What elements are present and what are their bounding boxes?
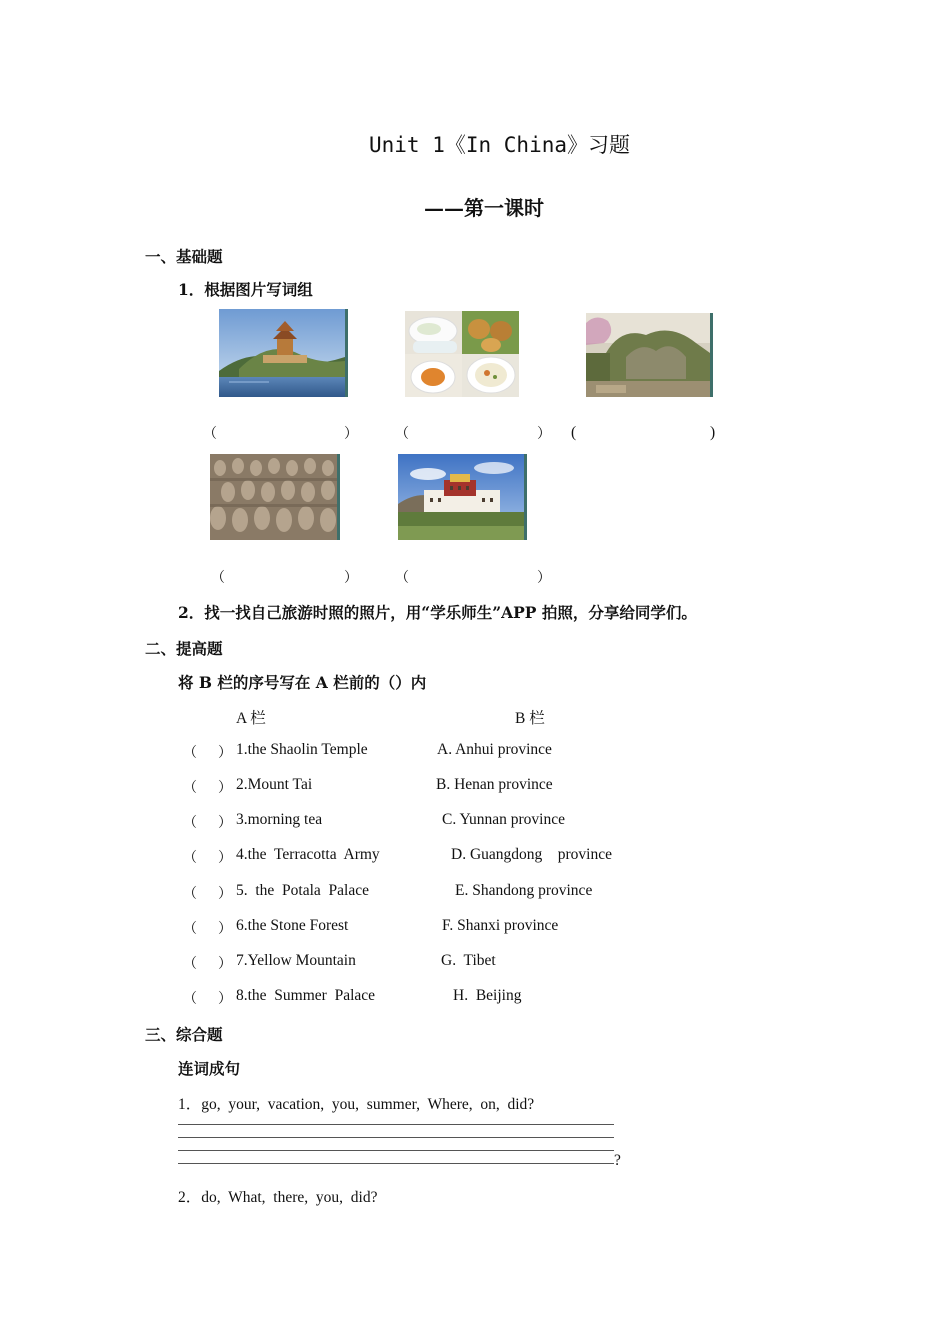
potala-palace-photo-icon — [398, 454, 527, 540]
section-2-heading: 二、提高题 — [145, 639, 223, 658]
answer-blank-5-open: （ — [395, 570, 409, 586]
section-3-heading: 三、综合题 — [145, 1025, 223, 1044]
summer-palace-photo-icon — [219, 309, 348, 397]
sentence-question-1: 1．go, your, vacation, you, summer, Where, on, did? — [178, 1096, 535, 1113]
item-a-8: 8.the Summer Palace — [236, 987, 376, 1004]
row-bracket-open: （ — [183, 921, 197, 937]
item-a-2: 2.Mount Tai — [236, 776, 313, 793]
answer-line — [178, 1150, 614, 1151]
answer-line — [178, 1137, 614, 1138]
matching-instruction: 将 B 栏的序号写在 A 栏前的（）内 — [178, 673, 427, 692]
item-a-1: 1.the Shaolin Temple — [236, 741, 368, 758]
item-a-4: 4.the Terracotta Army — [236, 846, 380, 863]
stone-forest-photo-icon — [586, 313, 713, 397]
row-bracket-open: （ — [183, 745, 197, 761]
item-b-4: D. Guangdong province — [451, 846, 612, 863]
row-bracket-open: （ — [183, 850, 197, 866]
answer-blank-1-close: ） — [344, 426, 358, 442]
page-title: Unit 1《In China》习题 — [369, 133, 631, 157]
row-bracket-close: ） — [218, 921, 232, 937]
item-b-8: H. Beijing — [453, 987, 522, 1004]
item-b-2: B. Henan province — [436, 776, 553, 793]
item-b-3: C. Yunnan province — [442, 811, 565, 828]
sentence-instruction: 连词成句 — [178, 1059, 241, 1078]
answer-blank-3-close: ) — [710, 424, 716, 441]
column-a-header: A 栏 — [236, 710, 266, 727]
answer-line — [178, 1163, 614, 1164]
item-a-5: 5. the Potala Palace — [236, 882, 369, 899]
item-b-5: E. Shandong province — [455, 882, 593, 899]
answer-blank-5-close: ） — [537, 570, 551, 586]
answer-blank-4-close: ） — [344, 570, 358, 586]
answer-blank-3-open: ( — [571, 424, 577, 441]
item-b-1: A. Anhui province — [437, 741, 552, 758]
row-bracket-open: （ — [183, 991, 197, 1007]
row-bracket-close: ） — [218, 780, 232, 796]
answer-blank-4-open: （ — [211, 570, 225, 586]
row-bracket-open: （ — [183, 815, 197, 831]
answer-line — [178, 1124, 614, 1125]
row-bracket-close: ） — [218, 745, 232, 761]
row-bracket-close: ） — [218, 850, 232, 866]
answer-blank-2-open: （ — [395, 426, 409, 442]
sentence-question-2: 2．do, What, there, you, did? — [178, 1189, 378, 1206]
section-1-heading: 一、基础题 — [145, 247, 223, 266]
answer-question-mark: ? — [614, 1152, 621, 1169]
terracotta-army-photo-icon — [210, 454, 340, 540]
item-a-3: 3.morning tea — [236, 811, 323, 828]
answer-blank-1-open: （ — [203, 426, 217, 442]
column-b-header: B 栏 — [515, 710, 545, 727]
item-b-6: F. Shanxi province — [442, 917, 559, 934]
row-bracket-close: ） — [218, 815, 232, 831]
item-a-7: 7.Yellow Mountain — [236, 952, 356, 969]
answer-blank-2-close: ） — [537, 426, 551, 442]
row-bracket-close: ） — [218, 991, 232, 1007]
question-2-label: 2．找一找自己旅游时照的照片，用“学乐师生”APP 拍照，分享给同学们。 — [178, 603, 697, 622]
row-bracket-open: （ — [183, 886, 197, 902]
row-bracket-close: ） — [218, 956, 232, 972]
row-bracket-open: （ — [183, 956, 197, 972]
morning-tea-photo-icon — [405, 311, 519, 397]
page-subtitle: ——第一课时 — [424, 196, 544, 220]
question-1-label: 1．根据图片写词组 — [178, 280, 313, 299]
item-b-7: G. Tibet — [441, 952, 496, 969]
row-bracket-close: ） — [218, 886, 232, 902]
row-bracket-open: （ — [183, 780, 197, 796]
item-a-6: 6.the Stone Forest — [236, 917, 349, 934]
